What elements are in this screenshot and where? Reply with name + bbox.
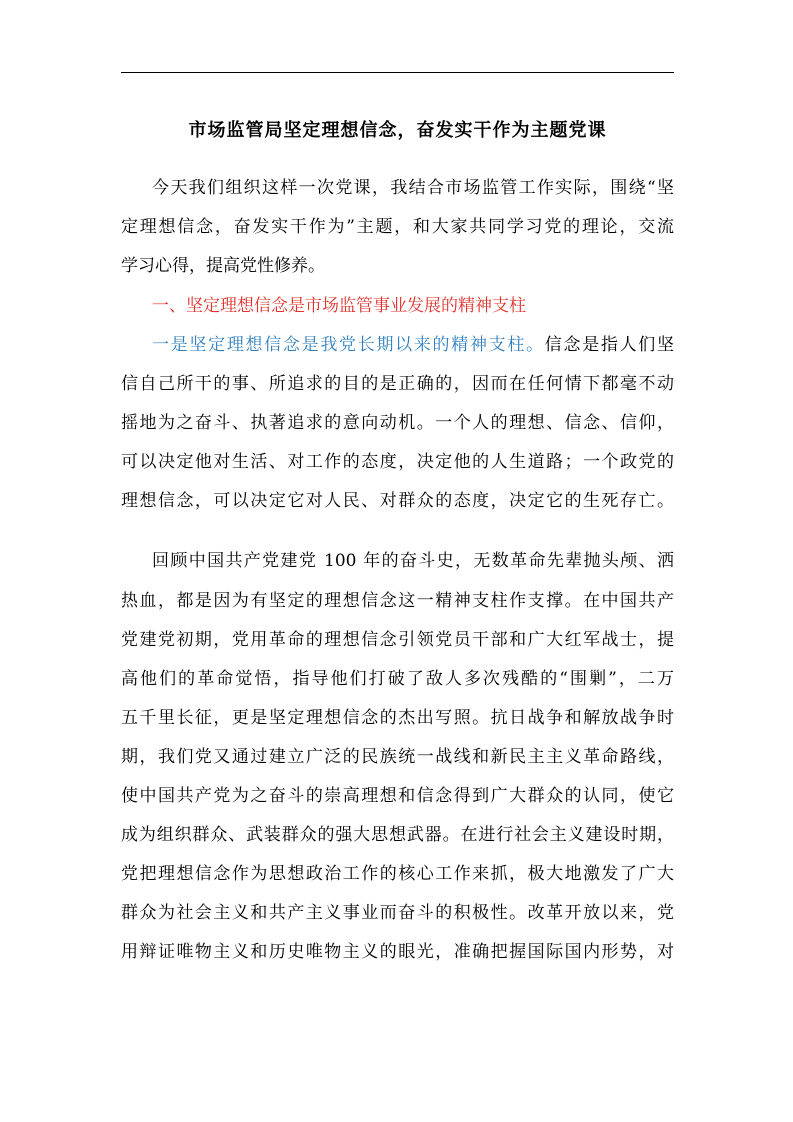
intro-line: 定理想信念，奋发实干作为”主题，和大家共同学习党的理论，交流 (121, 217, 674, 237)
paragraph-line: 用辩证唯物主义和历史唯物主义的眼光，准确把握国际国内形势，对 (121, 942, 674, 962)
paragraph-line: 五千里长征，更是坚定理想信念的杰出写照。抗日战争和解放战争时 (121, 708, 674, 728)
document-title: 市场监管局坚定理想信念，奋发实干作为主题党课 (188, 120, 607, 141)
section-heading: 一、坚定理想信念是市场监管事业发展的精神支柱 (152, 296, 526, 316)
paragraph-line (152, 330, 674, 360)
paragraph-line: 党建党初期，党用革命的理想信念引领党员干部和广大红军战士，提 (121, 630, 674, 650)
paragraph-line: 热血，都是因为有坚定的理想信念这一精神支柱作支撑。在中国共产 (121, 591, 674, 611)
paragraph-line: 信自己所干的事、所追求的目的是正确的，因而在任何情下都毫不动 (121, 374, 674, 394)
paragraph-line: 群众为社会主义和共产主义事业而奋斗的积极性。改革开放以来，党 (121, 903, 674, 923)
paragraph-line: 理想信念，可以决定它对人民、对群众的态度，决定它的生死存亡。 (121, 491, 674, 511)
paragraph-line: 摇地为之奋斗、执著追求的意向动机。一个人的理想、信念、信仰， (121, 413, 674, 433)
paragraph-line: 成为组织群众、武装群众的强大思想武器。在进行社会主义建设时期， (121, 825, 674, 845)
paragraph-line: 可以决定他对生活、对工作的态度，决定他的人生道路；一个政党的 (121, 452, 674, 472)
paragraph-line: 党把理想信念作为思想政治工作的核心工作来抓，极大地激发了广大 (121, 864, 674, 884)
paragraph-lead: 一是坚定理想信念是我党长期以来的精神支柱。 (152, 335, 545, 355)
header-rule (121, 72, 674, 73)
paragraph-line: 使中国共产党为之奋斗的崇高理想和信念得到广大群众的认同，使它 (121, 786, 674, 806)
paragraph-line: 高他们的革命觉悟，指导他们打破了敌人多次残酷的“围剿”，二万 (121, 669, 674, 689)
intro-line: 学习心得，提高党性修养。 (121, 256, 325, 276)
paragraph-line: 回顾中国共产党建党 100 年的奋斗史，无数革命先辈抛头颅、洒 (152, 551, 674, 571)
paragraph-line: 期，我们党又通过建立广泛的民族统一战线和新民主主义革命路线， (121, 747, 674, 767)
paragraph-text: 信念是指人们坚 (544, 335, 675, 355)
intro-line: 今天我们组织这样一次党课，我结合市场监管工作实际，围绕“坚 (152, 178, 674, 198)
